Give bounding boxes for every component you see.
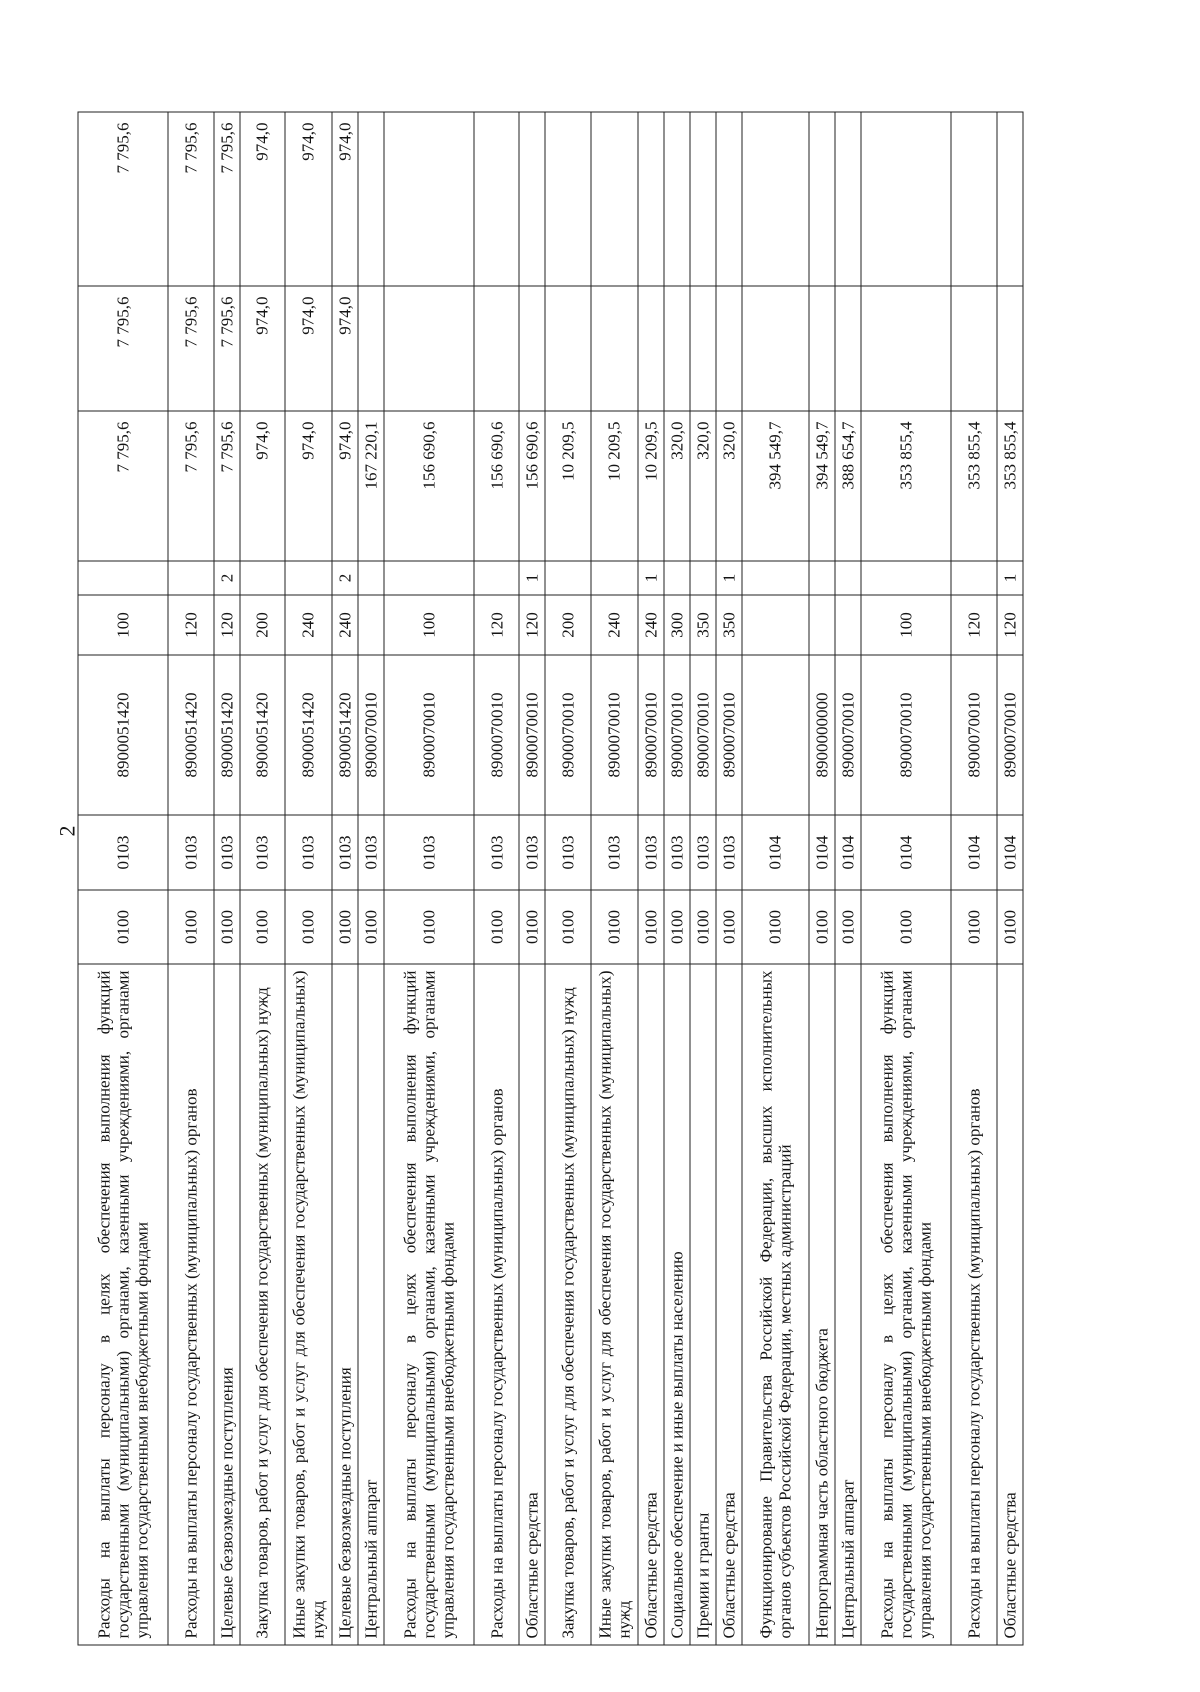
- row-subsection-code: 0104: [835, 815, 861, 890]
- row-section-code: 0100: [519, 890, 545, 964]
- row-amount-3: [742, 112, 809, 286]
- row-expense-type: 120: [519, 595, 545, 655]
- row-amount-1: 353 855,4: [861, 411, 951, 561]
- row-amount-2: [716, 286, 742, 411]
- row-name: Центральный аппарат: [358, 964, 384, 1645]
- row-name: Расходы на выплаты персоналу в целях обеспечения выполнения функций государственными (муниципальными) органами, казенными учреждениями, органами управления государственными внебюджетными фондами: [78, 964, 168, 1645]
- row-expense-type: 120: [951, 595, 997, 655]
- row-subsection-code: 0103: [638, 815, 664, 890]
- table-row: [690, 112, 716, 1645]
- row-amount-3: [809, 112, 835, 286]
- row-name: Расходы на выплаты персоналу в целях обеспечения выполнения функций государственными (муниципальными) органами, казенными учреждениями, органами управления государственными внебюджетными фондами: [861, 964, 951, 1645]
- table-row: [809, 112, 835, 1645]
- row-section-code: 0100: [742, 890, 809, 964]
- row-section-code: 0100: [474, 890, 520, 964]
- row-section-code: 0100: [835, 890, 861, 964]
- row-expense-type: [809, 595, 835, 655]
- row-section-code: 0100: [240, 890, 286, 964]
- row-funding-source: [835, 561, 861, 595]
- row-amount-3: [951, 112, 997, 286]
- budget-table-body: [78, 112, 1023, 1645]
- row-amount-3: [638, 112, 664, 286]
- table-row: [332, 112, 358, 1645]
- row-expense-type: 120: [474, 595, 520, 655]
- row-amount-2: [835, 286, 861, 411]
- row-amount-1: 10 209,5: [545, 411, 591, 561]
- row-section-code: 0100: [664, 890, 690, 964]
- row-name: Областные средства: [997, 964, 1023, 1645]
- row-name: Целевые безвозмездные поступления: [214, 964, 240, 1645]
- row-name: Расходы на выплаты персоналу в целях обеспечения выполнения функций государственными (муниципальными) органами, казенными учреждениями, органами управления государственными внебюджетными фондами: [384, 964, 474, 1645]
- budget-table: [78, 112, 1024, 1646]
- table-row: [384, 112, 474, 1645]
- row-subsection-code: 0104: [861, 815, 951, 890]
- row-amount-2: [591, 286, 638, 411]
- row-amount-2: [358, 286, 384, 411]
- row-section-code: 0100: [384, 890, 474, 964]
- rotated-table-wrapper: [78, 113, 1024, 1646]
- row-expense-type: 100: [78, 595, 168, 655]
- row-expense-type: [358, 595, 384, 655]
- row-amount-2: 7 795,6: [214, 286, 240, 411]
- row-funding-source: 1: [716, 561, 742, 595]
- row-name: Расходы на выплаты персоналу государственных (муниципальных) органов: [951, 964, 997, 1645]
- row-amount-1: 156 690,6: [474, 411, 520, 561]
- row-target-article: 8900070010: [638, 655, 664, 815]
- row-amount-3: [690, 112, 716, 286]
- row-amount-1: 394 549,7: [742, 411, 809, 561]
- row-subsection-code: 0103: [168, 815, 214, 890]
- row-amount-2: [951, 286, 997, 411]
- row-subsection-code: 0104: [997, 815, 1023, 890]
- row-subsection-code: 0103: [664, 815, 690, 890]
- row-amount-2: [861, 286, 951, 411]
- row-name: Функционирование Правительства Российской Федерации, высших исполнительных органов субъектов Российской Федерации, местных администраций: [742, 964, 809, 1645]
- row-funding-source: [168, 561, 214, 595]
- row-section-code: 0100: [214, 890, 240, 964]
- row-name: Центральный аппарат: [835, 964, 861, 1645]
- row-funding-source: [861, 561, 951, 595]
- row-target-article: 8900051420: [332, 655, 358, 815]
- row-target-article: 8900070010: [997, 655, 1023, 815]
- row-amount-1: 974,0: [332, 411, 358, 561]
- row-amount-1: 7 795,6: [78, 411, 168, 561]
- row-funding-source: 1: [519, 561, 545, 595]
- row-section-code: 0100: [78, 890, 168, 964]
- row-amount-2: [638, 286, 664, 411]
- table-row: [168, 112, 214, 1645]
- row-subsection-code: 0103: [716, 815, 742, 890]
- row-target-article: 8900051420: [78, 655, 168, 815]
- row-amount-2: [519, 286, 545, 411]
- table-row: [742, 112, 809, 1645]
- row-expense-type: 120: [168, 595, 214, 655]
- row-subsection-code: 0103: [332, 815, 358, 890]
- row-expense-type: 200: [240, 595, 286, 655]
- row-expense-type: 350: [690, 595, 716, 655]
- page-number: 2: [54, 825, 80, 837]
- row-amount-2: [742, 286, 809, 411]
- row-name: Премии и гранты: [690, 964, 716, 1645]
- row-expense-type: 200: [545, 595, 591, 655]
- row-target-article: 8900051420: [285, 655, 332, 815]
- row-name: Непрограммная часть областного бюджета: [809, 964, 835, 1645]
- row-funding-source: [690, 561, 716, 595]
- row-amount-1: 353 855,4: [997, 411, 1023, 561]
- row-amount-2: 974,0: [285, 286, 332, 411]
- row-amount-3: [835, 112, 861, 286]
- row-funding-source: [285, 561, 332, 595]
- row-name: Иные закупки товаров, работ и услуг для обеспечения государственных (муниципальных) нужд: [591, 964, 638, 1645]
- row-target-article: 8900051420: [214, 655, 240, 815]
- row-name: Целевые безвозмездные поступления: [332, 964, 358, 1645]
- row-amount-3: 7 795,6: [168, 112, 214, 286]
- row-target-article: 8900070010: [474, 655, 520, 815]
- row-amount-2: [545, 286, 591, 411]
- row-amount-2: [690, 286, 716, 411]
- row-subsection-code: 0103: [214, 815, 240, 890]
- row-name: Закупка товаров, работ и услуг для обеспечения государственных (муниципальных) нужд: [545, 964, 591, 1645]
- row-expense-type: 120: [214, 595, 240, 655]
- row-amount-1: 10 209,5: [638, 411, 664, 561]
- row-target-article: 8900070010: [384, 655, 474, 815]
- row-section-code: 0100: [332, 890, 358, 964]
- row-amount-2: 974,0: [332, 286, 358, 411]
- row-target-article: 8900070010: [358, 655, 384, 815]
- row-name: Областные средства: [519, 964, 545, 1645]
- row-subsection-code: 0104: [809, 815, 835, 890]
- row-funding-source: [951, 561, 997, 595]
- row-amount-1: 320,0: [664, 411, 690, 561]
- row-subsection-code: 0103: [240, 815, 286, 890]
- table-row: [664, 112, 690, 1645]
- row-expense-type: [835, 595, 861, 655]
- row-section-code: 0100: [809, 890, 835, 964]
- row-amount-1: 156 690,6: [384, 411, 474, 561]
- row-target-article: 8900051420: [240, 655, 286, 815]
- row-funding-source: [664, 561, 690, 595]
- row-amount-3: 7 795,6: [78, 112, 168, 286]
- table-row: [240, 112, 286, 1645]
- row-subsection-code: 0103: [690, 815, 716, 890]
- row-amount-1: 320,0: [716, 411, 742, 561]
- row-section-code: 0100: [861, 890, 951, 964]
- row-amount-1: 353 855,4: [951, 411, 997, 561]
- row-target-article: 8900070010: [664, 655, 690, 815]
- row-target-article: 8900070010: [835, 655, 861, 815]
- row-amount-3: [861, 112, 951, 286]
- row-section-code: 0100: [951, 890, 997, 964]
- row-section-code: 0100: [545, 890, 591, 964]
- row-subsection-code: 0103: [591, 815, 638, 890]
- row-funding-source: [358, 561, 384, 595]
- row-amount-2: [474, 286, 520, 411]
- row-amount-1: 974,0: [240, 411, 286, 561]
- row-name: Иные закупки товаров, работ и услуг для обеспечения государственных (муниципальных) нужд: [285, 964, 332, 1645]
- row-target-article: 8900070010: [716, 655, 742, 815]
- row-subsection-code: 0103: [545, 815, 591, 890]
- row-amount-3: [384, 112, 474, 286]
- row-target-article: 8900070010: [519, 655, 545, 815]
- row-amount-2: 7 795,6: [78, 286, 168, 411]
- row-expense-type: 120: [997, 595, 1023, 655]
- row-amount-3: [591, 112, 638, 286]
- row-funding-source: 2: [214, 561, 240, 595]
- row-section-code: 0100: [358, 890, 384, 964]
- table-row: [214, 112, 240, 1645]
- row-amount-3: [474, 112, 520, 286]
- row-funding-source: [545, 561, 591, 595]
- row-amount-3: [997, 112, 1023, 286]
- row-subsection-code: 0104: [951, 815, 997, 890]
- row-amount-3: 974,0: [332, 112, 358, 286]
- row-name: Социальное обеспечение и иные выплаты населению: [664, 964, 690, 1645]
- row-amount-3: 7 795,6: [214, 112, 240, 286]
- row-name: Расходы на выплаты персоналу государственных (муниципальных) органов: [168, 964, 214, 1645]
- row-amount-3: [545, 112, 591, 286]
- table-row: [519, 112, 545, 1645]
- row-amount-3: [358, 112, 384, 286]
- row-amount-3: 974,0: [285, 112, 332, 286]
- row-section-code: 0100: [168, 890, 214, 964]
- row-amount-2: [997, 286, 1023, 411]
- row-amount-2: [384, 286, 474, 411]
- row-amount-2: [664, 286, 690, 411]
- row-funding-source: [240, 561, 286, 595]
- row-amount-3: [664, 112, 690, 286]
- row-funding-source: 2: [332, 561, 358, 595]
- table-row: [545, 112, 591, 1645]
- row-subsection-code: 0104: [742, 815, 809, 890]
- row-amount-1: 394 549,7: [809, 411, 835, 561]
- row-target-article: 8900070010: [545, 655, 591, 815]
- row-funding-source: [742, 561, 809, 595]
- row-subsection-code: 0103: [285, 815, 332, 890]
- row-section-code: 0100: [690, 890, 716, 964]
- row-amount-1: 974,0: [285, 411, 332, 561]
- table-row: [638, 112, 664, 1645]
- row-expense-type: 240: [591, 595, 638, 655]
- row-name: Областные средства: [638, 964, 664, 1645]
- row-funding-source: [591, 561, 638, 595]
- table-row: [835, 112, 861, 1645]
- row-expense-type: 300: [664, 595, 690, 655]
- row-name: Расходы на выплаты персоналу государственных (муниципальных) органов: [474, 964, 520, 1645]
- row-section-code: 0100: [716, 890, 742, 964]
- row-target-article: 8900070010: [951, 655, 997, 815]
- row-amount-2: 974,0: [240, 286, 286, 411]
- row-target-article: 8900070010: [690, 655, 716, 815]
- row-subsection-code: 0103: [474, 815, 520, 890]
- row-expense-type: 350: [716, 595, 742, 655]
- row-section-code: 0100: [591, 890, 638, 964]
- table-row: [997, 112, 1023, 1645]
- table-row: [358, 112, 384, 1645]
- row-name: Областные средства: [716, 964, 742, 1645]
- row-section-code: 0100: [285, 890, 332, 964]
- row-amount-3: [716, 112, 742, 286]
- row-expense-type: 100: [861, 595, 951, 655]
- table-row: [78, 112, 168, 1645]
- row-expense-type: 240: [285, 595, 332, 655]
- row-funding-source: [384, 561, 474, 595]
- row-amount-1: 10 209,5: [591, 411, 638, 561]
- row-funding-source: 1: [638, 561, 664, 595]
- row-subsection-code: 0103: [384, 815, 474, 890]
- row-subsection-code: 0103: [78, 815, 168, 890]
- table-row: [591, 112, 638, 1645]
- row-funding-source: [809, 561, 835, 595]
- row-subsection-code: 0103: [519, 815, 545, 890]
- row-amount-1: 320,0: [690, 411, 716, 561]
- row-target-article: [742, 655, 809, 815]
- row-section-code: 0100: [638, 890, 664, 964]
- row-amount-2: 7 795,6: [168, 286, 214, 411]
- row-amount-1: 167 220,1: [358, 411, 384, 561]
- row-expense-type: 100: [384, 595, 474, 655]
- row-target-article: 8900070010: [861, 655, 951, 815]
- row-target-article: 8900000000: [809, 655, 835, 815]
- table-row: [861, 112, 951, 1645]
- row-funding-source: 1: [997, 561, 1023, 595]
- row-amount-3: [519, 112, 545, 286]
- row-amount-1: 156 690,6: [519, 411, 545, 561]
- row-subsection-code: 0103: [358, 815, 384, 890]
- row-amount-3: 974,0: [240, 112, 286, 286]
- row-amount-1: 388 654,7: [835, 411, 861, 561]
- row-name: Закупка товаров, работ и услуг для обеспечения государственных (муниципальных) нужд: [240, 964, 286, 1645]
- row-amount-2: [809, 286, 835, 411]
- row-section-code: 0100: [997, 890, 1023, 964]
- row-expense-type: [742, 595, 809, 655]
- row-funding-source: [78, 561, 168, 595]
- row-amount-1: 7 795,6: [168, 411, 214, 561]
- row-expense-type: 240: [332, 595, 358, 655]
- table-row: [951, 112, 997, 1645]
- row-funding-source: [474, 561, 520, 595]
- table-row: [716, 112, 742, 1645]
- row-expense-type: 240: [638, 595, 664, 655]
- table-row: [285, 112, 332, 1645]
- row-target-article: 8900051420: [168, 655, 214, 815]
- row-amount-1: 7 795,6: [214, 411, 240, 561]
- table-row: [474, 112, 520, 1645]
- row-target-article: 8900070010: [591, 655, 638, 815]
